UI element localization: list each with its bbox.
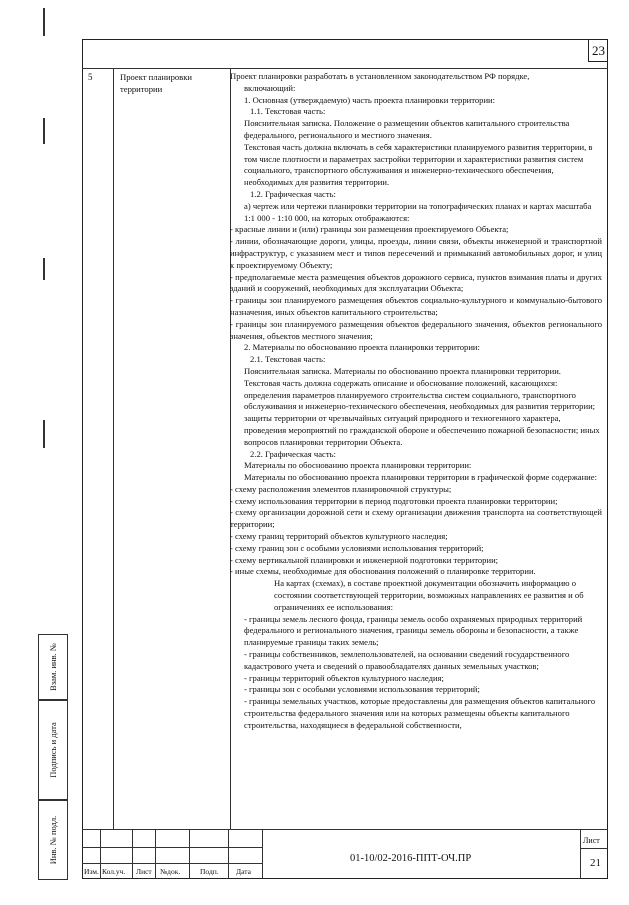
podp-label: Подп. xyxy=(200,867,219,876)
content-paragraph: Текстовая часть должна содержать описание и обоснование положений, касающихся: определения параметров планируемого строительства систем социального, транспортного обслуживания и инженерно-технического обеспечения, необходимых для развития территории; защиты территории от чрезвычайных ситуаций природного и техногенного характера, проведения мероприятий по гражданской обороне и обеспечению пожарной безопасности; иных вопросов планировки территории Объекта. xyxy=(244,377,600,447)
content-paragraph: - иные схемы, необходимые для обоснования положений о планировке территории. xyxy=(230,566,536,577)
row-name: Проект планировки территории xyxy=(120,72,193,94)
content-paragraph: Материалы по обоснованию проекта планировки территории: xyxy=(244,460,472,471)
content-paragraph: а) чертеж или чертежи планировки территории на топографических планах и картах масштаба 1:1 000 - 1:10 000, на которых отображаются: xyxy=(244,200,592,223)
margin-mark xyxy=(43,420,45,448)
side-stamp xyxy=(38,634,68,880)
sheet-number: 21 xyxy=(590,857,601,869)
content-paragraph: - красные линии и (или) границы зон размещения проектируемого Объекта; xyxy=(230,224,509,235)
content-paragraph: 1.1. Текстовая часть: xyxy=(250,106,326,117)
izm-label: Изм. xyxy=(84,867,99,876)
inventory-label: Инв. № подл. xyxy=(48,815,58,865)
sheet-label: Лист xyxy=(583,836,600,845)
content-paragraph: Пояснительная записка. Положение о размещении объектов капитального строительства федерального, регионального и местного значения. xyxy=(244,118,570,140)
content-paragraph: - границы земельных участков, которые предоставлены для размещения объектов капитального строительства федерального значения или на которых размещены объекты капитального строительства, находящиеся в федеральной собственности, xyxy=(244,696,596,730)
content-paragraph: Материалы по обоснованию проекта планировки территории в графической форме содержание: xyxy=(244,472,597,483)
content-paragraph: 1. Основная (утверждаемую) часть проекта планировки территории: xyxy=(244,94,496,105)
margin-mark xyxy=(43,8,45,36)
inventory-cell xyxy=(38,800,68,880)
content-paragraph: - схему вертикальной планировки и инженерной подготовки территории; xyxy=(230,554,499,565)
content-paragraph: 1.2. Графическая часть: xyxy=(250,188,336,199)
content-paragraph: 2.2. Графическая часть: xyxy=(250,448,336,459)
content-paragraph: - схему расположения элементов планировочной структуры; xyxy=(230,483,452,494)
content-paragraph: 2. Материалы по обоснованию проекта планировки территории: xyxy=(244,342,480,353)
content-paragraph: - границы земель лесного фонда, границы земель особо охраняемых природных территорий федерального и регионального значения, границы земель обороны и безопасности, а также планируемые границы таких земель; xyxy=(244,613,583,648)
content-paragraph: включающий: xyxy=(244,82,296,93)
content-paragraph: - схему границ территорий объектов культурного наследия; xyxy=(230,531,448,542)
list-label: Лист xyxy=(136,867,152,876)
content-paragraph: Проект планировки разработать в установленном законодательством РФ порядке, xyxy=(230,71,530,81)
content-paragraph: 2.1. Текстовая часть: xyxy=(250,354,326,365)
content-paragraph: Текстовая часть должна включать в себя характеристики планируемого развития территории, в том числе плотности и параметрах застройки территории и характеристики развития систем социального, транспортного обслуживания и инженерно-технического обеспечения, необходимых для развития территории. xyxy=(244,141,593,188)
signature-date-label: Подпись и дата xyxy=(48,722,58,778)
content-paragraph: - границы зон планируемого размещения объектов социально-культурного и коммунально-бытового назначения, иных объектов капитального строительства; xyxy=(230,295,602,317)
content-paragraph: - границы зон планируемого размещения объектов федерального значения, объектов регионального значения, объектов местного значения; xyxy=(230,318,602,341)
content-paragraph: - схему использования территории в период подготовки проекта планировки территории; xyxy=(230,495,558,506)
document-number: 01-10/02-2016-ППТ-ОЧ.ПР xyxy=(350,853,472,864)
content-paragraph: Пояснительная записка. Материалы по обоснованию проекта планировки территории. xyxy=(244,365,561,376)
row-number: 5 xyxy=(88,72,93,82)
title-block xyxy=(82,830,608,879)
kol-uch-label: Кол.уч. xyxy=(102,867,126,876)
ndok-label: №док. xyxy=(160,867,181,876)
content-paragraph: - предполагаемые места размещения объектов дорожного сервиса, пунктов взимания платы и других зданий и сооружений, необходимых для эксплуатации Объекта; xyxy=(230,271,602,294)
content-paragraph: - линии, обозначающие дороги, улицы, проезды, линии связи, объекты инженерной и транспортной инфраструктур, с указанием мест и типов пересечений и примыканий автомобильных дорог, и улиц к проектируемому Объекту; xyxy=(230,236,602,270)
margin-mark xyxy=(43,118,45,144)
vzam-label: Взам. инв. № xyxy=(48,643,58,691)
content-paragraph: - схему границ зон с особыми условиями использования территорий; xyxy=(230,542,484,553)
margin-mark xyxy=(43,258,45,280)
data-label: Дата xyxy=(236,867,251,876)
content-paragraph: - границы собственников, землепользователей, на основании сведений государственного кадастрового учета и сведений о правообладателях данных земельных участков; xyxy=(244,649,570,671)
content-paragraph: - схему организации дорожной сети и схему организации движения транспорта на соответствующей территории; xyxy=(230,507,602,530)
signature-cell xyxy=(38,700,68,800)
content-paragraph: - границы зон с особыми условиями использования территорий; xyxy=(244,684,480,695)
table-divider xyxy=(113,68,114,830)
content-paragraph: На картах (схемах), в составе проектной документации обозначить информацию о состоянии соответствующей территории, возможных направлениях ее развития и об ограничениях ее использования: xyxy=(274,578,584,612)
content-paragraph: - границы территорий объектов культурного наследия; xyxy=(244,672,444,683)
vzam-cell xyxy=(38,634,68,700)
top-page-number: 23 xyxy=(588,40,608,62)
row-content xyxy=(230,71,602,732)
